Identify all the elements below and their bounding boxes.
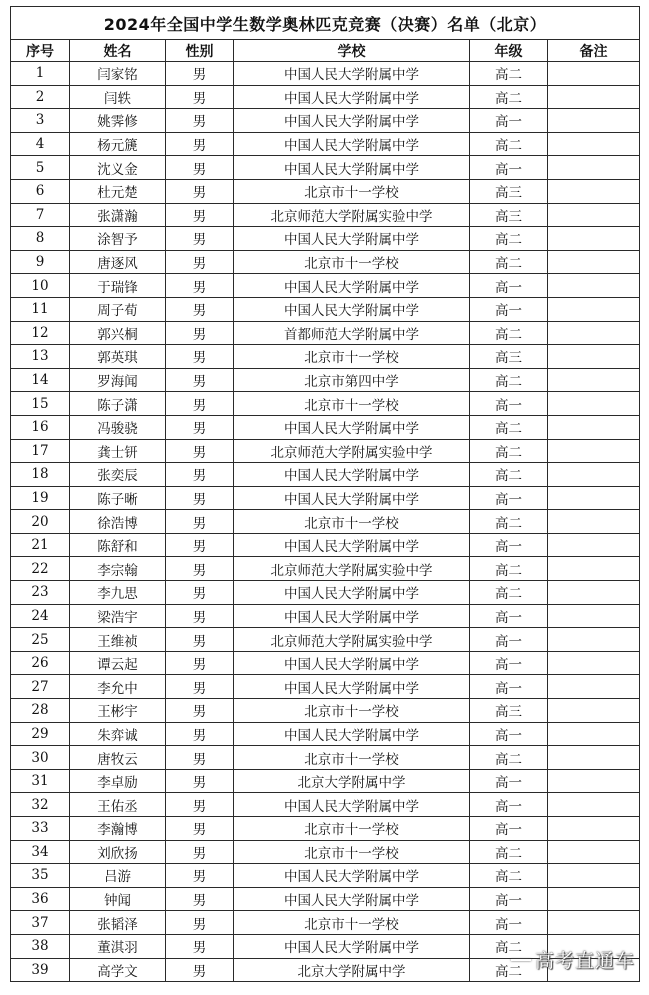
cell-index: 34 [11, 840, 70, 864]
cell-index: 13 [11, 345, 70, 369]
table-row [11, 817, 640, 841]
cell-gender: 男 [166, 439, 234, 463]
cell-school: 中国人民大学附属中学 [234, 415, 470, 439]
cell-gender: 男 [166, 156, 234, 180]
cell-index: 17 [11, 439, 70, 463]
table-row [11, 132, 640, 156]
cell-grade: 高三 [470, 345, 548, 369]
cell-grade: 高一 [470, 533, 548, 557]
cell-index: 21 [11, 533, 70, 557]
cell-name: 陈舒和 [70, 533, 166, 557]
roster-body [11, 62, 640, 982]
cell-index: 6 [11, 179, 70, 203]
cell-school: 北京师范大学附属实验中学 [234, 439, 470, 463]
cell-school: 中国人民大学附属中学 [234, 463, 470, 487]
cell-index: 27 [11, 675, 70, 699]
cell-notes [548, 628, 640, 652]
cell-grade: 高二 [470, 840, 548, 864]
cell-school: 中国人民大学附属中学 [234, 297, 470, 321]
cell-index: 39 [11, 958, 70, 982]
cell-notes [548, 769, 640, 793]
table-row [11, 486, 640, 510]
cell-notes [548, 297, 640, 321]
cell-notes [548, 274, 640, 298]
cell-school: 中国人民大学附属中学 [234, 793, 470, 817]
cell-gender: 男 [166, 533, 234, 557]
table-row [11, 675, 640, 699]
cell-school: 中国人民大学附属中学 [234, 722, 470, 746]
cell-name: 陈子晰 [70, 486, 166, 510]
cell-index: 20 [11, 510, 70, 534]
cell-grade: 高二 [470, 132, 548, 156]
cell-school: 北京市十一学校 [234, 179, 470, 203]
table-row [11, 887, 640, 911]
table-row [11, 699, 640, 723]
cell-grade: 高一 [470, 604, 548, 628]
cell-school: 中国人民大学附属中学 [234, 581, 470, 605]
cell-notes [548, 85, 640, 109]
table-row [11, 156, 640, 180]
cell-gender: 男 [166, 934, 234, 958]
cell-grade: 高二 [470, 415, 548, 439]
cell-name: 张韬泽 [70, 911, 166, 935]
header-school: 学校 [234, 40, 470, 62]
cell-name: 唐逐风 [70, 250, 166, 274]
cell-school: 北京市十一学校 [234, 746, 470, 770]
cell-gender: 男 [166, 557, 234, 581]
cell-school: 中国人民大学附属中学 [234, 227, 470, 251]
header-gender: 性别 [166, 40, 234, 62]
cell-gender: 男 [166, 203, 234, 227]
cell-grade: 高三 [470, 179, 548, 203]
cell-notes [548, 699, 640, 723]
cell-school: 中国人民大学附属中学 [234, 651, 470, 675]
cell-school: 北京市十一学校 [234, 817, 470, 841]
cell-school: 北京市十一学校 [234, 510, 470, 534]
cell-school: 北京市十一学校 [234, 345, 470, 369]
cell-grade: 高一 [470, 887, 548, 911]
cell-grade: 高二 [470, 321, 548, 345]
cell-index: 37 [11, 911, 70, 935]
cell-grade: 高二 [470, 958, 548, 982]
cell-gender: 男 [166, 722, 234, 746]
cell-notes [548, 722, 640, 746]
cell-name: 闫轶 [70, 85, 166, 109]
cell-grade: 高一 [470, 769, 548, 793]
cell-index: 5 [11, 156, 70, 180]
cell-name: 李允中 [70, 675, 166, 699]
cell-school: 中国人民大学附属中学 [234, 486, 470, 510]
cell-school: 中国人民大学附属中学 [234, 675, 470, 699]
cell-index: 18 [11, 463, 70, 487]
cell-gender: 男 [166, 463, 234, 487]
table-row [11, 321, 640, 345]
cell-index: 3 [11, 109, 70, 133]
cell-name: 刘欣扬 [70, 840, 166, 864]
cell-school: 中国人民大学附属中学 [234, 156, 470, 180]
cell-name: 高学文 [70, 958, 166, 982]
cell-gender: 男 [166, 628, 234, 652]
roster-table [10, 6, 640, 982]
cell-gender: 男 [166, 911, 234, 935]
cell-gender: 男 [166, 345, 234, 369]
cell-name: 闫家铭 [70, 62, 166, 86]
table-row [11, 62, 640, 86]
cell-notes [548, 203, 640, 227]
cell-name: 沈义金 [70, 156, 166, 180]
cell-grade: 高一 [470, 722, 548, 746]
cell-school: 中国人民大学附属中学 [234, 109, 470, 133]
cell-grade: 高二 [470, 85, 548, 109]
cell-name: 唐牧云 [70, 746, 166, 770]
cell-school: 中国人民大学附属中学 [234, 887, 470, 911]
table-row [11, 864, 640, 888]
cell-index: 4 [11, 132, 70, 156]
cell-school: 中国人民大学附属中学 [234, 864, 470, 888]
cell-gender: 男 [166, 958, 234, 982]
cell-notes [548, 604, 640, 628]
cell-grade: 高一 [470, 793, 548, 817]
cell-school: 北京大学附属中学 [234, 769, 470, 793]
cell-name: 张潇瀚 [70, 203, 166, 227]
header-name: 姓名 [70, 40, 166, 62]
table-row [11, 345, 640, 369]
cell-name: 王彬宇 [70, 699, 166, 723]
cell-notes [548, 840, 640, 864]
cell-name: 于瑞锋 [70, 274, 166, 298]
cell-notes [548, 510, 640, 534]
table-row [11, 793, 640, 817]
table-row [11, 840, 640, 864]
cell-index: 23 [11, 581, 70, 605]
cell-school: 中国人民大学附属中学 [234, 533, 470, 557]
table-row [11, 769, 640, 793]
cell-name: 李宗翰 [70, 557, 166, 581]
cell-name: 王佑丞 [70, 793, 166, 817]
cell-grade: 高一 [470, 817, 548, 841]
cell-name: 张奕辰 [70, 463, 166, 487]
cell-gender: 男 [166, 109, 234, 133]
cell-index: 31 [11, 769, 70, 793]
cell-grade: 高一 [470, 911, 548, 935]
table-row [11, 533, 640, 557]
cell-gender: 男 [166, 227, 234, 251]
table-row [11, 581, 640, 605]
cell-grade: 高二 [470, 746, 548, 770]
cell-grade: 高一 [470, 392, 548, 416]
cell-grade: 高二 [470, 934, 548, 958]
cell-name: 梁浩宇 [70, 604, 166, 628]
cell-school: 北京市十一学校 [234, 699, 470, 723]
cell-notes [548, 887, 640, 911]
cell-school: 中国人民大学附属中学 [234, 604, 470, 628]
cell-school: 首都师范大学附属中学 [234, 321, 470, 345]
cell-index: 29 [11, 722, 70, 746]
cell-gender: 男 [166, 132, 234, 156]
cell-notes [548, 156, 640, 180]
cell-notes [548, 439, 640, 463]
table-row [11, 651, 640, 675]
cell-gender: 男 [166, 887, 234, 911]
cell-school: 北京市十一学校 [234, 392, 470, 416]
cell-grade: 高一 [470, 109, 548, 133]
table-row [11, 368, 640, 392]
cell-grade: 高一 [470, 675, 548, 699]
table-row [11, 463, 640, 487]
cell-notes [548, 109, 640, 133]
cell-name: 龚士钘 [70, 439, 166, 463]
cell-index: 36 [11, 887, 70, 911]
cell-gender: 男 [166, 321, 234, 345]
cell-index: 30 [11, 746, 70, 770]
table-row [11, 911, 640, 935]
cell-index: 12 [11, 321, 70, 345]
cell-name: 冯骏骁 [70, 415, 166, 439]
cell-school: 北京市十一学校 [234, 250, 470, 274]
cell-gender: 男 [166, 368, 234, 392]
cell-index: 8 [11, 227, 70, 251]
table-row [11, 392, 640, 416]
cell-notes [548, 179, 640, 203]
cell-school: 北京大学附属中学 [234, 958, 470, 982]
cell-index: 14 [11, 368, 70, 392]
cell-name: 吕游 [70, 864, 166, 888]
cell-notes [548, 651, 640, 675]
cell-notes [548, 557, 640, 581]
cell-grade: 高三 [470, 203, 548, 227]
cell-notes [548, 62, 640, 86]
cell-grade: 高二 [470, 463, 548, 487]
cell-notes [548, 911, 640, 935]
header-grade: 年级 [470, 40, 548, 62]
table-row [11, 227, 640, 251]
cell-notes [548, 250, 640, 274]
cell-school: 北京市第四中学 [234, 368, 470, 392]
table-row [11, 510, 640, 534]
cell-name: 钟闻 [70, 887, 166, 911]
cell-index: 2 [11, 85, 70, 109]
cell-gender: 男 [166, 675, 234, 699]
table-row [11, 179, 640, 203]
table-row [11, 439, 640, 463]
cell-gender: 男 [166, 864, 234, 888]
cell-grade: 高二 [470, 557, 548, 581]
cell-gender: 男 [166, 746, 234, 770]
cell-notes [548, 581, 640, 605]
cell-gender: 男 [166, 85, 234, 109]
cell-grade: 高二 [470, 250, 548, 274]
cell-gender: 男 [166, 581, 234, 605]
cell-gender: 男 [166, 817, 234, 841]
cell-notes [548, 793, 640, 817]
cell-notes [548, 486, 640, 510]
cell-notes [548, 817, 640, 841]
cell-name: 姚霁修 [70, 109, 166, 133]
cell-index: 24 [11, 604, 70, 628]
cell-school: 中国人民大学附属中学 [234, 85, 470, 109]
cell-notes [548, 864, 640, 888]
cell-index: 26 [11, 651, 70, 675]
cell-index: 10 [11, 274, 70, 298]
cell-grade: 高一 [470, 297, 548, 321]
watermark-text: 高考直通车 [534, 950, 635, 972]
watermark-dash [511, 959, 531, 961]
page-title: 2024年全国中学生数学奥林匹克竞赛（决赛）名单（北京） [11, 7, 640, 40]
cell-gender: 男 [166, 840, 234, 864]
cell-gender: 男 [166, 510, 234, 534]
table-row [11, 250, 640, 274]
cell-gender: 男 [166, 179, 234, 203]
cell-gender: 男 [166, 415, 234, 439]
cell-gender: 男 [166, 486, 234, 510]
cell-index: 22 [11, 557, 70, 581]
cell-grade: 高三 [470, 699, 548, 723]
cell-name: 李九思 [70, 581, 166, 605]
table-row [11, 604, 640, 628]
table-row [11, 297, 640, 321]
cell-grade: 高一 [470, 156, 548, 180]
header-notes: 备注 [548, 40, 640, 62]
cell-name: 郭兴桐 [70, 321, 166, 345]
cell-grade: 高二 [470, 227, 548, 251]
cell-notes [548, 675, 640, 699]
cell-index: 15 [11, 392, 70, 416]
cell-name: 谭云起 [70, 651, 166, 675]
cell-gender: 男 [166, 793, 234, 817]
cell-name: 董淇羽 [70, 934, 166, 958]
cell-school: 中国人民大学附属中学 [234, 934, 470, 958]
cell-name: 朱弈诚 [70, 722, 166, 746]
cell-index: 7 [11, 203, 70, 227]
cell-name: 李瀚博 [70, 817, 166, 841]
cell-notes [548, 463, 640, 487]
cell-notes [548, 227, 640, 251]
cell-index: 33 [11, 817, 70, 841]
cell-name: 徐浩博 [70, 510, 166, 534]
cell-school: 北京师范大学附属实验中学 [234, 557, 470, 581]
table-row [11, 85, 640, 109]
cell-index: 11 [11, 297, 70, 321]
cell-notes [548, 533, 640, 557]
header-row [11, 40, 640, 62]
table-row [11, 109, 640, 133]
cell-grade: 高二 [470, 62, 548, 86]
document-sheet [10, 6, 639, 982]
cell-index: 32 [11, 793, 70, 817]
cell-school: 中国人民大学附属中学 [234, 62, 470, 86]
cell-notes [548, 368, 640, 392]
table-row [11, 722, 640, 746]
cell-gender: 男 [166, 250, 234, 274]
cell-index: 38 [11, 934, 70, 958]
cell-name: 涂智予 [70, 227, 166, 251]
cell-gender: 男 [166, 604, 234, 628]
cell-notes [548, 746, 640, 770]
cell-gender: 男 [166, 392, 234, 416]
cell-school: 北京师范大学附属实验中学 [234, 628, 470, 652]
cell-school: 北京师范大学附属实验中学 [234, 203, 470, 227]
table-row [11, 628, 640, 652]
cell-school: 中国人民大学附属中学 [234, 274, 470, 298]
cell-notes [548, 132, 640, 156]
title-row [11, 7, 640, 40]
cell-notes [548, 415, 640, 439]
cell-index: 35 [11, 864, 70, 888]
cell-name: 罗海闻 [70, 368, 166, 392]
cell-grade: 高一 [470, 274, 548, 298]
cell-grade: 高二 [470, 368, 548, 392]
cell-gender: 男 [166, 699, 234, 723]
cell-gender: 男 [166, 297, 234, 321]
cell-name: 李卓励 [70, 769, 166, 793]
cell-index: 19 [11, 486, 70, 510]
cell-notes [548, 321, 640, 345]
cell-grade: 高一 [470, 651, 548, 675]
cell-grade: 高一 [470, 486, 548, 510]
cell-index: 1 [11, 62, 70, 86]
cell-grade: 高一 [470, 628, 548, 652]
cell-name: 陈子潇 [70, 392, 166, 416]
cell-school: 北京市十一学校 [234, 840, 470, 864]
cell-school: 中国人民大学附属中学 [234, 132, 470, 156]
table-row [11, 557, 640, 581]
table-row [11, 203, 640, 227]
cell-index: 9 [11, 250, 70, 274]
cell-notes [548, 392, 640, 416]
cell-gender: 男 [166, 274, 234, 298]
cell-gender: 男 [166, 62, 234, 86]
table-row [11, 415, 640, 439]
cell-notes [548, 345, 640, 369]
cell-gender: 男 [166, 769, 234, 793]
cell-name: 杨元篪 [70, 132, 166, 156]
header-index: 序号 [11, 40, 70, 62]
cell-gender: 男 [166, 651, 234, 675]
cell-grade: 高二 [470, 510, 548, 534]
watermark [511, 946, 635, 973]
table-row [11, 274, 640, 298]
cell-grade: 高二 [470, 864, 548, 888]
cell-grade: 高二 [470, 581, 548, 605]
cell-index: 25 [11, 628, 70, 652]
cell-index: 28 [11, 699, 70, 723]
table-row [11, 746, 640, 770]
cell-name: 杜元楚 [70, 179, 166, 203]
cell-index: 16 [11, 415, 70, 439]
cell-name: 王维祯 [70, 628, 166, 652]
cell-name: 周子荀 [70, 297, 166, 321]
cell-school: 北京市十一学校 [234, 911, 470, 935]
cell-name: 郭英琪 [70, 345, 166, 369]
cell-grade: 高二 [470, 439, 548, 463]
